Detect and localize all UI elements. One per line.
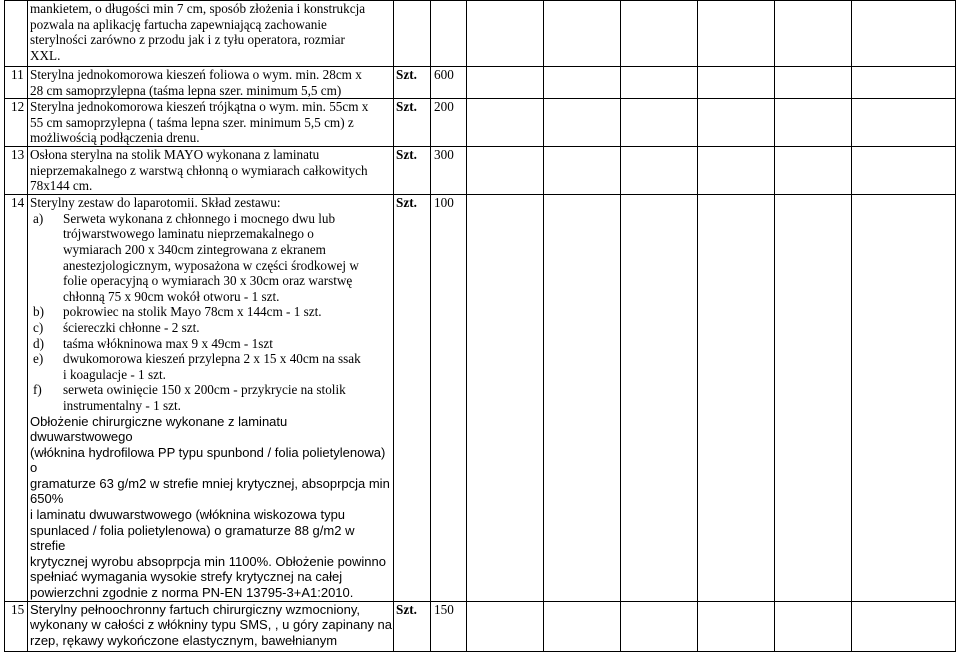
- table-row: [5, 147, 956, 195]
- table-row: [5, 1, 956, 67]
- list-item: c) ściereczki chłonne - 2 szt.: [33, 319, 200, 335]
- row-description: [28, 195, 394, 601]
- row-number: 13: [5, 147, 28, 195]
- row-quantity: 100: [431, 195, 467, 601]
- empty-cell: [467, 99, 544, 147]
- row-quantity: 300: [431, 147, 467, 195]
- empty-cell: [467, 195, 544, 601]
- empty-cell: [698, 1, 775, 67]
- empty-cell: [621, 195, 698, 601]
- empty-cell: [852, 1, 956, 67]
- table-row: [5, 195, 956, 601]
- row-description: Sterylna jednokomorowa kieszeń foliowa o wym. min. 28cm x 28 cm samoprzylepna (taśma lepna szer. minimum 5,5 cm): [28, 67, 394, 99]
- row-number: 11: [5, 67, 28, 99]
- empty-cell: [544, 601, 621, 651]
- list-item: b) pokrowiec na stolik Mayo 78cm x 144cm - 1 szt.: [33, 304, 322, 320]
- empty-cell: [775, 67, 852, 99]
- empty-cell: [544, 1, 621, 67]
- row-unit: Szt.: [394, 601, 431, 651]
- material-specification: Obłożenie chirurgiczne wykonane z laminatu dwuwarstwowego (włóknina hydrofilowa PP typu spunbond / folia polietylenowa) o gramaturze 63 g/m2 w strefie mniej krytycznej, absoprpcja min 650% i laminatu dwuwarstwowego (włóknina wiskozowa typu spunlaced / folia polietylenowa) o gramaturze 88 g/m2 w strefie krytycznej wyrobu absoprpcja min 1100%. Obłożenie powinno spełniać wymagania wysokie strefy krytycznej na całej powierzchni zgodnie z norma PN-EN 13795-3+A1:2010.: [30, 413, 390, 601]
- empty-cell: [544, 67, 621, 99]
- empty-cell: [621, 67, 698, 99]
- empty-cell: [621, 601, 698, 651]
- empty-cell: [852, 99, 956, 147]
- row-unit: [394, 1, 431, 67]
- row-number: 12: [5, 99, 28, 147]
- empty-cell: [698, 195, 775, 601]
- row-description: Osłona sterylna na stolik MAYO wykonana z laminatu nieprzemakalnego z warstwą chłonną o wymiarach całkowitych 78x144 cm.: [28, 147, 394, 195]
- empty-cell: [467, 147, 544, 195]
- table-row: [5, 67, 956, 99]
- empty-cell: [467, 601, 544, 651]
- table-row: [5, 99, 956, 147]
- empty-cell: [544, 147, 621, 195]
- row-number: 15: [5, 601, 28, 651]
- row-quantity: 600: [431, 67, 467, 99]
- specification-table: [4, 0, 956, 652]
- list-item: d) taśma włókninowa max 9 x 49cm - 1szt: [33, 335, 273, 351]
- list-item: a) Serweta wykonana z chłonnego i mocnego dwu lub trójwarstwowego laminatu nieprzemakalnego o wymiarach 200 x 340cm zintegrowana z ekranem anestezjologicznym, wyposażona w części środkowej w folie operacyjną o wymiarach 30 x 30cm oraz warstwę chłonną 75 x 90cm wokół otworu - 1 szt.: [33, 210, 359, 304]
- empty-cell: [775, 99, 852, 147]
- list-item: f) serweta owinięcie 150 x 200cm - przykrycie na stolik instrumentalny - 1 szt.: [33, 382, 346, 413]
- empty-cell: [467, 1, 544, 67]
- row-unit: Szt.: [394, 147, 431, 195]
- row-quantity: [431, 1, 467, 67]
- empty-cell: [544, 195, 621, 601]
- empty-cell: [775, 1, 852, 67]
- row-quantity: 200: [431, 99, 467, 147]
- row-unit: Szt.: [394, 67, 431, 99]
- row-quantity: 150: [431, 601, 467, 651]
- empty-cell: [544, 99, 621, 147]
- empty-cell: [852, 195, 956, 601]
- empty-cell: [467, 67, 544, 99]
- empty-cell: [698, 601, 775, 651]
- row-description: mankietem, o długości min 7 cm, sposób złożenia i konstrukcja pozwala na aplikację fartucha zapewniającą zachowanie sterylności zarówno z przodu jak i z tyłu operatora, rozmiar XXL.: [28, 1, 394, 67]
- row-description: Sterylna jednokomorowa kieszeń trójkątna o wym. min. 55cm x 55 cm samoprzylepna ( taśma lepna szer. minimum 5,5 cm) z możliwością podłączenia drenu.: [28, 99, 394, 147]
- empty-cell: [852, 601, 956, 651]
- row-description: Sterylny pełnoochronny fartuch chirurgiczny wzmocniony, wykonany w całości z włókniny typu SMS, , u góry zapinany na rzep, rękawy wykończone elastycznym, bawełnianym: [28, 601, 394, 651]
- empty-cell: [621, 1, 698, 67]
- set-intro: Sterylny zestaw do laparotomii. Skład zestawu:: [30, 195, 281, 211]
- row-number: [5, 1, 28, 67]
- empty-cell: [698, 67, 775, 99]
- empty-cell: [621, 147, 698, 195]
- row-unit: Szt.: [394, 195, 431, 601]
- empty-cell: [852, 147, 956, 195]
- list-item: e) dwukomorowa kieszeń przylepna 2 x 15 x 40cm na ssak i koagulacje - 1 szt.: [33, 351, 361, 382]
- empty-cell: [775, 601, 852, 651]
- empty-cell: [852, 67, 956, 99]
- row-number: 14: [5, 195, 28, 601]
- empty-cell: [698, 147, 775, 195]
- table-row: [5, 601, 956, 651]
- row-unit: Szt.: [394, 99, 431, 147]
- empty-cell: [775, 147, 852, 195]
- empty-cell: [621, 99, 698, 147]
- empty-cell: [698, 99, 775, 147]
- empty-cell: [775, 195, 852, 601]
- set-components-list: [30, 211, 393, 414]
